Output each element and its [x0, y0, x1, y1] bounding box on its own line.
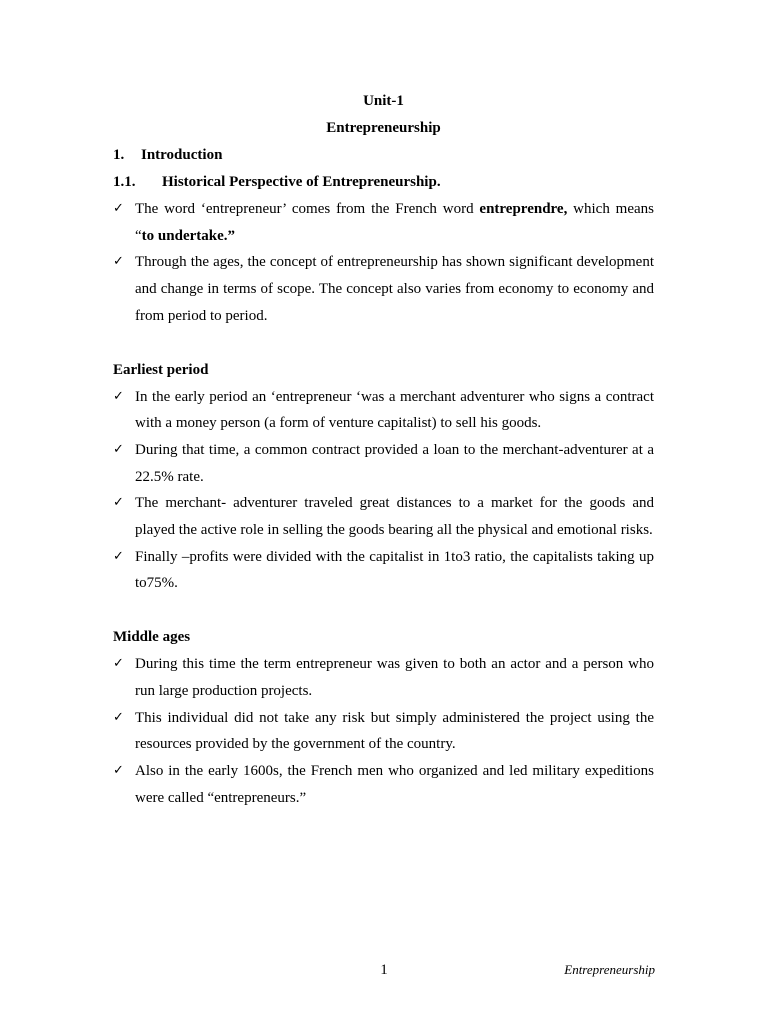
heading-number: 1. [113, 147, 125, 163]
list-item [113, 384, 654, 437]
list-item [113, 705, 654, 758]
heading-introduction [113, 142, 654, 169]
list-item [113, 544, 654, 597]
item-text: Through the ages, the concept of entrepreneurship has shown significant development and change in terms of scope. The concept also varies from economy to economy and from period to period. [135, 254, 654, 324]
item-text: The merchant- adventurer traveled great distances to a market for the goods and played the active role in selling the goods bearing all the physical and emotional risks. [135, 495, 654, 539]
heading-text: Historical Perspective of Entrepreneurship. [162, 174, 441, 190]
section-title-middle-ages: Middle ages [113, 629, 191, 646]
list-item [113, 651, 654, 704]
heading-text: Introduction [141, 147, 223, 163]
heading-number: 1.1. [113, 174, 136, 190]
checkmark-icon: ✓ [113, 388, 124, 404]
earliest-period-list [113, 384, 654, 598]
checkmark-icon: ✓ [113, 762, 124, 778]
intro-list [113, 196, 654, 330]
item-text: This individual did not take any risk but simply administered the project using the resources provided by the government of the country. [135, 709, 654, 753]
list-item [113, 196, 654, 249]
item-bold-term: entreprendre, [479, 201, 568, 217]
document-body [113, 88, 654, 811]
heading-historical-perspective [113, 169, 654, 196]
checkmark-icon: ✓ [113, 441, 124, 457]
item-text: which means “ [135, 201, 654, 244]
section-title-earliest-period: Earliest period [113, 361, 209, 378]
checkmark-icon: ✓ [113, 254, 124, 270]
checkmark-icon: ✓ [113, 201, 124, 216]
checkmark-icon: ✓ [113, 656, 124, 672]
item-text: Finally –profits were divided with the capitalist in 1to3 ratio, the capitalists taking up to75%. [135, 548, 654, 592]
item-bold-phrase: to undertake.” [141, 227, 236, 244]
item-text: During this time the term entrepreneur was given to both an actor and a person who run large production projects. [135, 656, 654, 699]
checkmark-icon: ✓ [113, 548, 124, 564]
checkmark-icon: ✓ [113, 709, 124, 725]
list-item [113, 437, 654, 490]
list-item [113, 758, 654, 811]
unit-title: Unit-1 [363, 93, 404, 109]
page-number: 1 [380, 962, 388, 978]
running-footer-title: Entrepreneurship [564, 962, 655, 977]
list-item [113, 490, 654, 543]
item-text: The word ‘entrepreneur’ comes from the French word [135, 201, 480, 217]
item-text: Also in the early 1600s, the French men who organized and led military expeditions were called “entrepreneurs.” [135, 762, 654, 806]
item-text: During that time, a common contract provided a loan to the merchant-adventurer at a 22.5% rate. [135, 441, 654, 485]
checkmark-icon: ✓ [113, 495, 124, 511]
item-text: In the early period an ‘entrepreneur ‘was a merchant adventurer who signs a contract with a money person (a form of venture capitalist) to sell his goods. [135, 388, 654, 432]
list-item [113, 249, 654, 329]
subject-title: Entrepreneurship [326, 120, 441, 136]
middle-ages-list [113, 651, 654, 811]
